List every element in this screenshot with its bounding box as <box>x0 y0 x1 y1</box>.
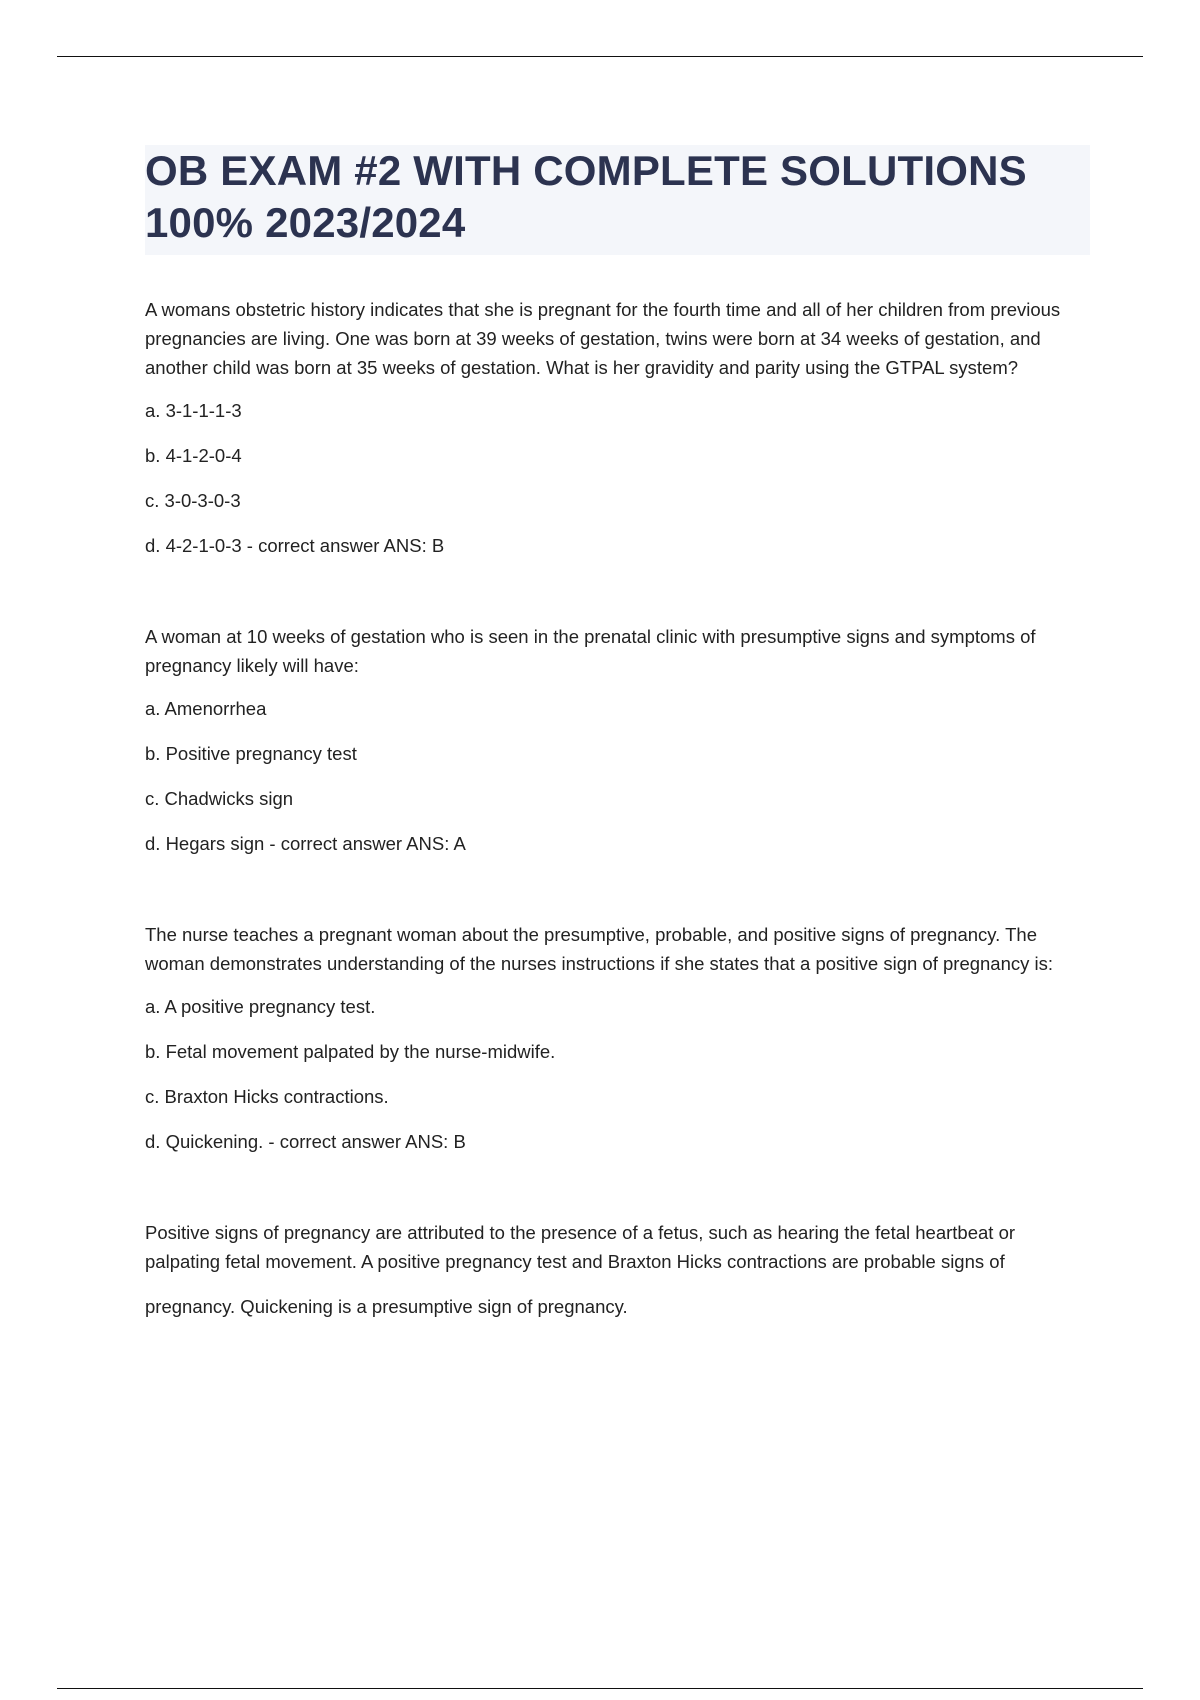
answer-option: b. Fetal movement palpated by the nurse-midwife. <box>145 1041 556 1062</box>
bottom-divider <box>57 1688 1143 1689</box>
question-text: The nurse teaches a pregnant woman about the presumptive, probable, and positive signs of pregnancy. The woman demonstrates understanding of the nurses instructions if she states that a positive sign of pregnancy is: <box>145 924 1054 974</box>
answer-option-with-key: d. Quickening. - correct answer ANS: B <box>145 1131 466 1152</box>
answer-option-with-key: d. Hegars sign - correct answer ANS: A <box>145 833 466 854</box>
document-body <box>145 145 1090 1337</box>
rationale <box>145 1218 1090 1321</box>
answer-option: a. A positive pregnancy test. <box>145 996 376 1017</box>
page-title: OB EXAM #2 WITH COMPLETE SOLUTIONS 100% 2023/2024 <box>145 147 1027 246</box>
rationale-paragraph: Positive signs of pregnancy are attributed to the presence of a fetus, such as hearing the fetal heartbeat or palpating fetal movement. A positive pregnancy test and Braxton Hicks contractions are probable signs of <box>145 1222 1016 1272</box>
title-block <box>145 145 1090 255</box>
answer-option: c. 3-0-3-0-3 <box>145 490 241 511</box>
answer-option: b. 4-1-2-0-4 <box>145 445 242 466</box>
rationale-paragraph: pregnancy. Quickening is a presumptive sign of pregnancy. <box>145 1296 628 1317</box>
question-1 <box>145 295 1090 560</box>
question-2 <box>145 622 1090 858</box>
question-text: A womans obstetric history indicates that she is pregnant for the fourth time and all of her children from previous pregnancies are living. One was born at 39 weeks of gestation, twins were born at 34 weeks of gestation, and another child was born at 35 weeks of gestation. What is her gravidity and parity using the GTPAL system? <box>145 299 1061 378</box>
answer-option: c. Chadwicks sign <box>145 788 294 809</box>
top-divider <box>57 56 1143 57</box>
question-3 <box>145 920 1090 1156</box>
answer-option: b. Positive pregnancy test <box>145 743 357 764</box>
answer-option: c. Braxton Hicks contractions. <box>145 1086 389 1107</box>
question-text: A woman at 10 weeks of gestation who is seen in the prenatal clinic with presumptive signs and symptoms of pregnancy likely will have: <box>145 626 1036 676</box>
answer-option-with-key: d. 4-2-1-0-3 - correct answer ANS: B <box>145 535 445 556</box>
answer-option: a. 3-1-1-1-3 <box>145 400 242 421</box>
answer-option: a. Amenorrhea <box>145 698 267 719</box>
